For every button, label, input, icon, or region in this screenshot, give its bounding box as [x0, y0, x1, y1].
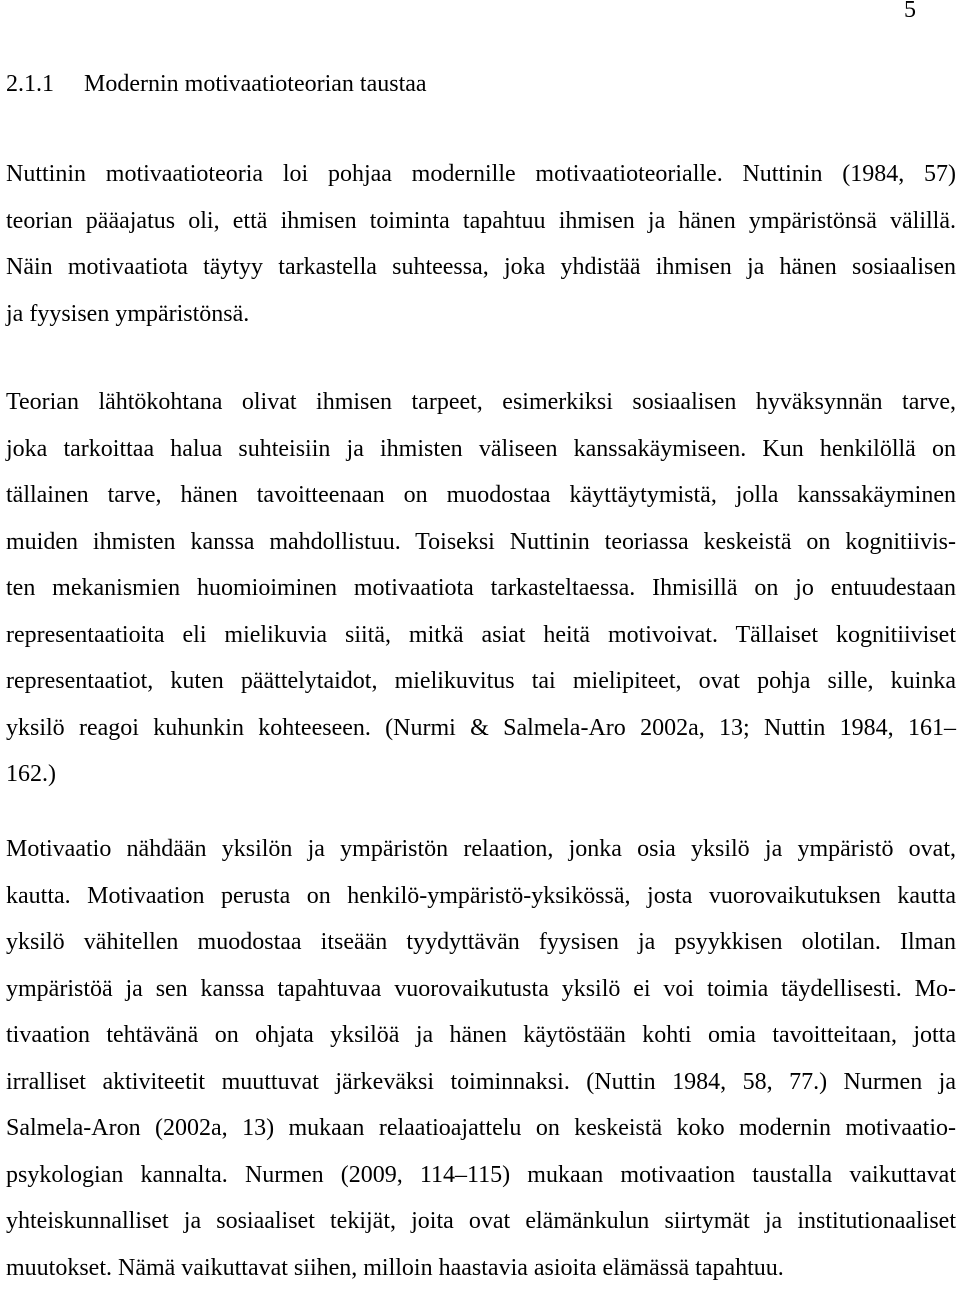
text-line: Teorian lähtökohtana olivat ihmisen tarpeet, esimerkiksi sosiaalisen hyväksynnän tarve,: [6, 379, 956, 426]
text-line: Nuttinin motivaatioteoria loi pohjaa modernille motivaatioteorialle. Nuttinin (1984, 57): [6, 151, 956, 198]
text-line: representaatiot, kuten päättelytaidot, mielikuvitus tai mielipiteet, ovat pohja sille, kuinka: [6, 658, 956, 705]
text-line: ympäristöä ja sen kanssa tapahtuvaa vuorovaikutusta yksilö ei voi toimia täydellisesti. Mo-: [6, 966, 956, 1013]
text-line: Motivaatio nähdään yksilön ja ympäristön relaation, jonka osia yksilö ja ympäristö ovat,: [6, 826, 956, 873]
section-heading: [6, 68, 427, 100]
text-line: joka tarkoittaa halua suhteisiin ja ihmisten väliseen kanssakäymiseen. Kun henkilöllä on: [6, 426, 956, 473]
paragraph-3: [6, 826, 956, 1291]
section-number: 2.1.1: [6, 68, 84, 100]
section-title: Modernin motivaatioteorian taustaa: [84, 71, 427, 97]
text-line: teorian pääajatus oli, että ihmisen toiminta tapahtuu ihmisen ja hänen ympäristönsä välillä.: [6, 198, 956, 245]
paragraph-1: [6, 151, 956, 337]
text-line: muiden ihmisten kanssa mahdollistuu. Toiseksi Nuttinin teoriassa keskeistä on kognitiivis-: [6, 519, 956, 566]
text-line: muutokset. Nämä vaikuttavat siihen, milloin haastavia asioita elämässä tapahtuu.: [6, 1245, 956, 1291]
text-line: 162.): [6, 751, 956, 798]
text-line: kautta. Motivaation perusta on henkilö-ympäristö-yksikössä, josta vuorovaikutuksen kautta: [6, 873, 956, 920]
text-line: ten mekanismien huomioiminen motivaatiota tarkasteltaessa. Ihmisillä on jo entuudestaan: [6, 565, 956, 612]
page-number: 5: [904, 0, 916, 26]
text-line: irralliset aktiviteetit muuttuvat järkeväksi toiminnaksi. (Nuttin 1984, 58, 77.) Nurmen ja: [6, 1059, 956, 1106]
text-line: yhteiskunnalliset ja sosiaaliset tekijät, joita ovat elämänkulun siirtymät ja institutionaaliset: [6, 1198, 956, 1245]
text-line: yksilö vähitellen muodostaa itseään tyydyttävän fyysisen ja psyykkisen olotilan. Ilman: [6, 919, 956, 966]
text-line: tällainen tarve, hänen tavoitteenaan on muodostaa käyttäytymistä, jolla kanssakäyminen: [6, 472, 956, 519]
text-line: psykologian kannalta. Nurmen (2009, 114–115) mukaan motivaation taustalla vaikuttavat: [6, 1152, 956, 1199]
text-line: representaatioita eli mielikuvia siitä, mitkä asiat heitä motivoivat. Tällaiset kognitiiviset: [6, 612, 956, 659]
text-line: yksilö reagoi kuhunkin kohteeseen. (Nurmi & Salmela-Aro 2002a, 13; Nuttin 1984, 161–: [6, 705, 956, 752]
text-line: Salmela-Aron (2002a, 13) mukaan relaatioajattelu on keskeistä koko modernin motivaatio-: [6, 1105, 956, 1152]
text-line: tivaation tehtävänä on ohjata yksilöä ja hänen käytöstään kohti omia tavoitteitaan, jotta: [6, 1012, 956, 1059]
text-line: Näin motivaatiota täytyy tarkastella suhteessa, joka yhdistää ihmisen ja hänen sosiaalisen: [6, 244, 956, 291]
text-line: ja fyysisen ympäristönsä.: [6, 291, 956, 338]
paragraph-2: [6, 379, 956, 798]
